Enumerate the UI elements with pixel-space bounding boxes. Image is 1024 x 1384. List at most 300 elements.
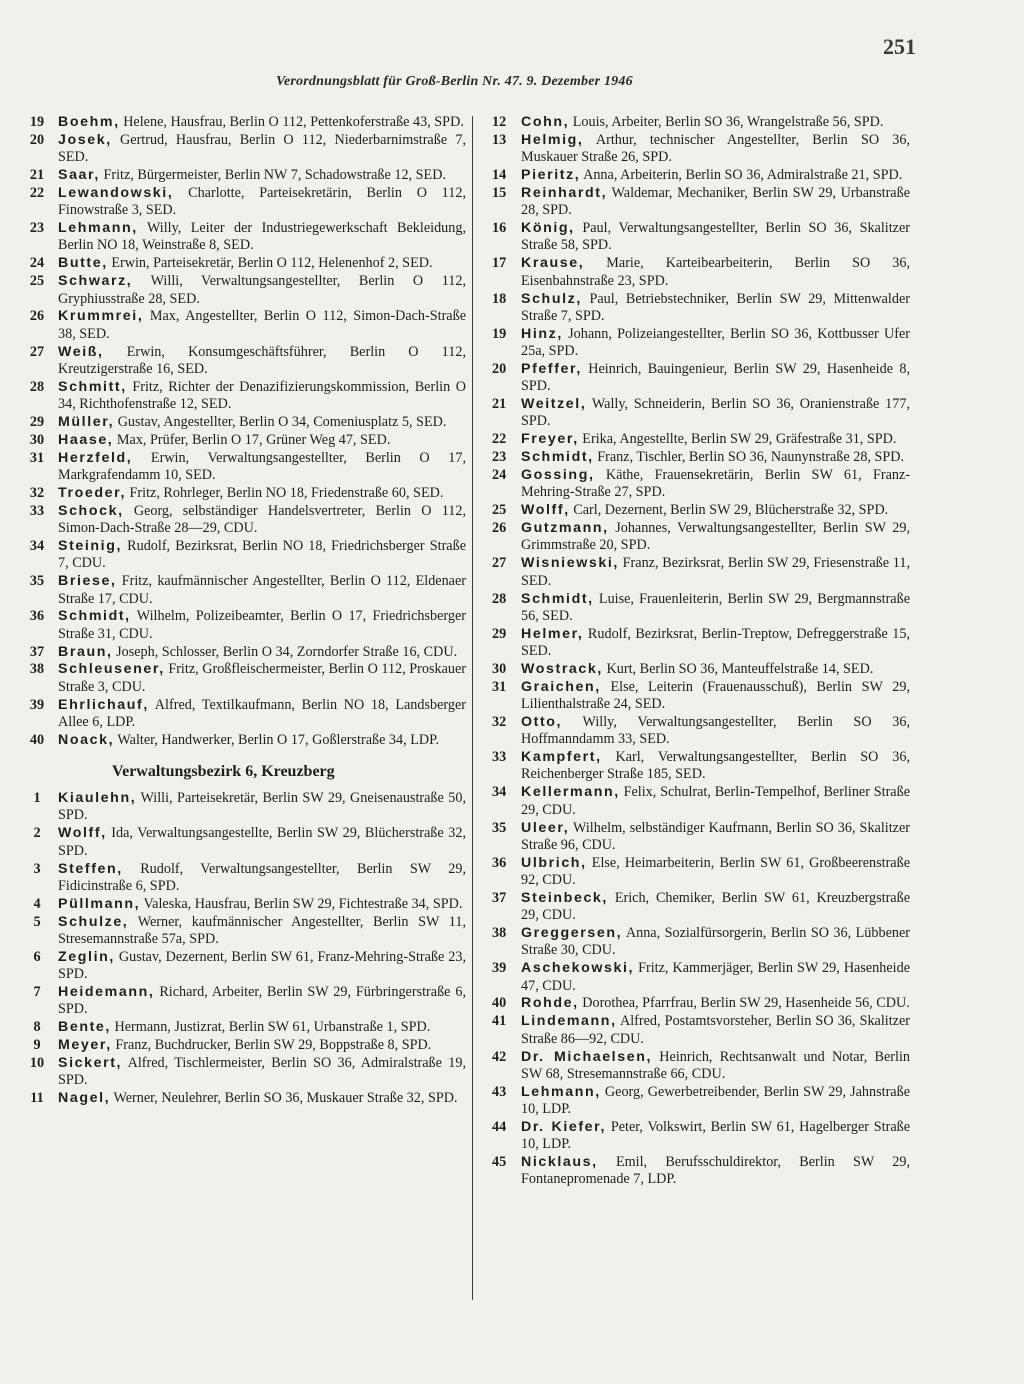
- person-details: Waldemar, Mechaniker, Berlin SW 29, Urbanstraße 28, SPD.: [521, 184, 910, 219]
- person-details: Max, Prüfer, Berlin O 17, Grüner Weg 47, SED.: [113, 431, 391, 448]
- entry-text: [521, 220, 910, 255]
- entry-number: 21: [29, 167, 45, 184]
- person-details: Hermann, Justizrat, Berlin SW 61, Urbanstraße 1, SPD.: [110, 1019, 431, 1036]
- person-name: Rohde,: [521, 995, 579, 1012]
- person-name: Aschekowski,: [521, 960, 635, 977]
- list-item: [488, 520, 910, 555]
- person-name: Uleer,: [521, 819, 570, 836]
- list-item: [16, 896, 466, 913]
- entry-number: 12: [492, 114, 507, 130]
- person-name: Steffen,: [58, 860, 123, 877]
- entry-number: 6: [33, 948, 41, 965]
- entry-number: 19: [492, 325, 507, 342]
- list-item: [16, 1019, 466, 1036]
- entry-text: [521, 449, 910, 466]
- person-details: Willy, Verwaltungsangestellter, Berlin SO 36, Hoffmanndamm 33, SED.: [521, 713, 910, 748]
- entry-text: [58, 790, 466, 825]
- person-name: Troeder,: [58, 484, 126, 501]
- entry-text: [521, 626, 910, 661]
- entry-text: [521, 890, 910, 925]
- page-number: 251: [883, 34, 916, 59]
- entry-text: [521, 1084, 910, 1119]
- entry-text: [521, 714, 910, 749]
- list-item: [16, 503, 466, 538]
- person-details: Karl, Verwaltungsangestellter, Berlin SO 36, Reichenberger Straße 185, SED.: [521, 749, 910, 783]
- list-item: [488, 255, 910, 290]
- person-details: Johannes, Verwaltungsangestellter, Berlin SW 29, Grimmstraße 20, SPD.: [521, 520, 910, 554]
- entry-number: 10: [29, 1054, 45, 1071]
- person-details: Werner, kaufmännischer Angestellter, Berlin SW 11, Stresemannstraße 57a, SPD.: [58, 913, 466, 947]
- person-details: Georg, selbständiger Handelsvertreter, Berlin O 112, Simon-Dach-Straße 28—29, CDU.: [58, 502, 466, 537]
- list-item: [488, 1154, 910, 1189]
- person-name: Butte,: [58, 255, 108, 272]
- list-item: [16, 344, 466, 379]
- person-name: Zeglin,: [58, 948, 115, 965]
- entry-text: [521, 361, 910, 396]
- entry-text: [58, 344, 466, 379]
- entry-number: 28: [492, 590, 507, 607]
- list-item: [488, 431, 910, 448]
- entry-number: 45: [492, 1154, 507, 1171]
- person-details: Dorothea, Pfarrfrau, Berlin SW 29, Hasenheide 56, CDU.: [578, 995, 910, 1012]
- entry-text: [58, 432, 466, 449]
- person-name: Heidemann,: [58, 983, 155, 1000]
- person-details: Wilhelm, Polizeibeamter, Berlin O 17, Friedrichsberger Straße 31, CDU.: [58, 608, 466, 642]
- entry-number: 4: [33, 895, 41, 912]
- person-details: Kurt, Berlin SO 36, Manteuffelstraße 14, SED.: [602, 660, 874, 677]
- column-divider: [472, 116, 473, 1300]
- running-head: Verordnungsblatt für Groß-Berlin Nr. 47. 9. Dezember 1946: [276, 74, 633, 89]
- entry-number: 5: [33, 913, 41, 930]
- list-item: [488, 890, 910, 925]
- entry-number: 34: [29, 538, 45, 555]
- list-item: [488, 960, 910, 995]
- entry-number: 39: [29, 696, 45, 713]
- entry-number: 15: [492, 184, 507, 201]
- list-item: [16, 644, 466, 661]
- list-item: [488, 1049, 910, 1084]
- list-item: [16, 732, 466, 749]
- entry-list-left-b: [16, 790, 466, 1107]
- person-name: Dr. Michaelsen,: [521, 1048, 653, 1065]
- entry-text: [58, 1019, 466, 1036]
- person-name: Kellermann,: [521, 784, 620, 801]
- entry-number: 30: [29, 431, 45, 448]
- person-name: Briese,: [58, 573, 117, 590]
- person-name: Helmer,: [521, 625, 584, 642]
- entry-text: [521, 167, 910, 184]
- entry-text: [58, 538, 466, 573]
- entry-number: 26: [29, 308, 45, 325]
- entry-text: [521, 784, 910, 819]
- person-name: Steinbeck,: [521, 889, 608, 906]
- person-name: König,: [521, 220, 575, 237]
- person-name: Gossing,: [521, 467, 595, 484]
- entry-text: [521, 396, 910, 431]
- list-item: [16, 984, 466, 1019]
- entry-text: [521, 960, 910, 995]
- person-details: Luise, Frauenleiterin, Berlin SW 29, Bergmannstraße 56, SED.: [521, 590, 910, 624]
- person-name: Dr. Kiefer,: [521, 1118, 607, 1135]
- entry-number: 33: [29, 502, 45, 519]
- list-item: [488, 820, 910, 855]
- person-name: Boehm,: [58, 114, 120, 130]
- person-details: Valeska, Hausfrau, Berlin SW 29, Fichtestraße 34, SPD.: [140, 895, 463, 912]
- entry-text: [58, 573, 466, 608]
- person-details: Erwin, Parteisekretär, Berlin O 112, Helenenhof 2, SED.: [107, 255, 433, 272]
- person-name: Ulbrich,: [521, 854, 587, 871]
- entry-number: 44: [492, 1118, 507, 1135]
- entry-number: 17: [492, 255, 507, 272]
- entry-text: [521, 185, 910, 220]
- person-details: Charlotte, Parteisekretärin, Berlin O 112, Finowstraße 3, SED.: [58, 184, 466, 219]
- person-details: Else, Leiterin (Frauenausschuß), Berlin SW 29, Lilienthalstraße 24, SED.: [521, 678, 910, 713]
- entry-text: [58, 644, 466, 661]
- entry-text: [521, 679, 910, 714]
- entry-number: 36: [492, 854, 507, 871]
- entry-text: [58, 132, 466, 167]
- person-details: Alfred, Textilkaufmann, Berlin NO 18, Landsberger Allee 6, LDP.: [58, 696, 466, 730]
- person-details: Fritz, Großfleischermeister, Berlin O 112, Proskauer Straße 3, CDU.: [58, 661, 466, 695]
- person-name: Nagel,: [58, 1090, 111, 1107]
- entry-text: [58, 485, 466, 502]
- entry-number: 36: [29, 608, 45, 625]
- list-item: [16, 379, 466, 414]
- person-name: Josek,: [58, 131, 112, 148]
- person-details: Arthur, technischer Angestellter, Berlin SO 36, Muskauer Straße 26, SPD.: [521, 131, 910, 166]
- person-details: Richard, Arbeiter, Berlin SW 29, Fürbringerstraße 6, SPD.: [58, 983, 466, 1018]
- person-name: Reinhardt,: [521, 184, 608, 201]
- person-name: Lewandowski,: [58, 184, 174, 201]
- list-item: [488, 714, 910, 749]
- person-name: Kiaulehn,: [58, 790, 137, 807]
- list-item: [16, 825, 466, 860]
- entry-number: 25: [492, 502, 507, 519]
- entry-text: [521, 502, 910, 519]
- entry-number: 3: [33, 860, 41, 877]
- person-details: Georg, Gewerbetreibender, Berlin SW 29, Jahnstraße 10, LDP.: [521, 1083, 910, 1118]
- entry-text: [58, 1055, 466, 1090]
- list-item: [488, 114, 910, 131]
- entry-text: [58, 1090, 466, 1107]
- person-name: Krause,: [521, 255, 585, 272]
- entry-number: 29: [29, 413, 45, 430]
- person-name: Schock,: [58, 502, 124, 519]
- person-details: Fritz, Bürgermeister, Berlin NW 7, Schadowstraße 12, SED.: [99, 167, 446, 184]
- list-item: [16, 861, 466, 896]
- person-name: Lehmann,: [521, 1083, 601, 1100]
- entry-number: 22: [29, 184, 45, 201]
- entry-number: 24: [492, 467, 507, 484]
- person-name: Greggersen,: [521, 925, 623, 942]
- list-item: [488, 167, 910, 184]
- entry-text: [58, 896, 466, 913]
- person-details: Paul, Betriebstechniker, Berlin SW 29, Mittenwalder Straße 7, SPD.: [521, 290, 910, 324]
- person-details: Erika, Angestellte, Berlin SW 29, Gräfestraße 31, SPD.: [578, 431, 897, 448]
- entry-number: 21: [492, 396, 507, 413]
- person-details: Max, Angestellter, Berlin O 112, Simon-Dach-Straße 38, SED.: [58, 308, 466, 342]
- person-details: Johann, Polizeiangestellter, Berlin SO 36, Kottbusser Ufer 25a, SPD.: [521, 325, 910, 360]
- entry-text: [521, 1154, 910, 1189]
- list-item: [488, 591, 910, 626]
- list-item: [16, 608, 466, 643]
- entry-number: 32: [29, 484, 45, 501]
- list-item: [16, 273, 466, 308]
- entry-number: 22: [492, 431, 507, 448]
- entry-number: 39: [492, 960, 507, 977]
- list-item: [16, 914, 466, 949]
- person-name: Cohn,: [521, 114, 570, 130]
- entry-number: 14: [492, 167, 507, 184]
- person-name: Weitzel,: [521, 396, 587, 413]
- entry-number: 31: [29, 449, 45, 466]
- entry-text: [521, 467, 910, 502]
- entry-text: [521, 855, 910, 890]
- section-heading-kreuzberg: Verwaltungsbezirk 6, Kreuzberg: [112, 763, 335, 781]
- person-name: Pieritz,: [521, 167, 581, 184]
- list-item: [488, 326, 910, 361]
- person-name: Kampfert,: [521, 749, 602, 766]
- entry-number: 18: [492, 290, 507, 307]
- entry-number: 35: [492, 819, 507, 836]
- person-details: Willy, Leiter der Industriegewerkschaft Bekleidung, Berlin NO 18, Weinstraße 8, SED.: [58, 220, 466, 254]
- entry-text: [521, 1119, 910, 1154]
- person-details: Peter, Volkswirt, Berlin SW 61, Hagelberger Straße 10, LDP.: [521, 1118, 911, 1153]
- entry-text: [58, 861, 466, 896]
- person-name: Wolff,: [58, 825, 107, 842]
- person-name: Bente,: [58, 1019, 111, 1036]
- person-details: Werner, Neulehrer, Berlin SO 36, Muskauer Straße 32, SPD.: [110, 1090, 458, 1107]
- list-item: [488, 185, 910, 220]
- entry-number: 23: [492, 449, 507, 466]
- entry-text: [58, 732, 466, 749]
- list-item: [16, 1090, 466, 1107]
- list-item: [16, 1037, 466, 1054]
- list-item: [488, 1119, 910, 1154]
- person-details: Erwin, Konsumgeschäftsführer, Berlin O 112, Kreutzigerstraße 16, SED.: [58, 343, 466, 377]
- entry-number: 27: [492, 555, 507, 572]
- entry-text: [58, 308, 466, 343]
- entry-list-left-a: [16, 114, 466, 749]
- list-item: [488, 661, 910, 678]
- left-column: [16, 114, 466, 1108]
- person-details: Marie, Karteibearbeiterin, Berlin SO 36, Eisenbahnstraße 23, SPD.: [521, 255, 910, 289]
- entry-number: 30: [492, 660, 507, 677]
- list-item: [16, 485, 466, 502]
- person-name: Schmidt,: [521, 590, 594, 607]
- entry-text: [521, 925, 910, 960]
- entry-number: 26: [492, 520, 507, 537]
- entry-text: [521, 132, 910, 167]
- person-details: Ida, Verwaltungsangestellte, Berlin SW 29, Blücherstraße 32, SPD.: [58, 825, 466, 859]
- entry-number: 1: [33, 790, 41, 807]
- person-name: Krummrei,: [58, 308, 144, 325]
- person-details: Rudolf, Verwaltungsangestellter, Berlin SW 29, Fidicinstraße 6, SPD.: [58, 860, 466, 894]
- list-item: [16, 573, 466, 608]
- person-name: Wolff,: [521, 502, 570, 519]
- entry-text: [58, 1037, 466, 1054]
- person-name: Wisniewski,: [521, 555, 619, 572]
- person-name: Herzfeld,: [58, 449, 133, 466]
- list-item: [488, 995, 910, 1012]
- person-name: Schmidt,: [521, 449, 594, 466]
- person-name: Lehmann,: [58, 220, 138, 237]
- person-details: Wilhelm, selbständiger Kaufmann, Berlin SO 36, Skalitzer Straße 96, CDU.: [521, 819, 910, 853]
- list-item: [16, 114, 466, 131]
- entry-number: 8: [33, 1019, 41, 1036]
- list-item: [488, 784, 910, 819]
- person-name: Schulze,: [58, 913, 129, 930]
- person-name: Schwarz,: [58, 273, 133, 290]
- list-item: [488, 502, 910, 519]
- person-details: Franz, Bezirksrat, Berlin SW 29, Friesenstraße 11, SED.: [521, 555, 910, 589]
- entry-text: [521, 749, 910, 784]
- person-name: Pfeffer,: [521, 360, 582, 377]
- person-details: Willi, Verwaltungsangestellter, Berlin O 112, Gryphiusstraße 28, SED.: [58, 273, 466, 307]
- list-item: [488, 855, 910, 890]
- person-name: Graichen,: [521, 678, 601, 695]
- list-item: [488, 396, 910, 431]
- entry-number: 37: [29, 643, 45, 660]
- person-details: Fritz, Richter der Denazifizierungskommission, Berlin O 34, Richthofenstraße 12, SED.: [58, 378, 466, 413]
- entry-text: [58, 450, 466, 485]
- entry-text: [58, 825, 466, 860]
- entry-text: [58, 255, 466, 272]
- entry-text: [58, 167, 466, 184]
- entry-text: [58, 220, 466, 255]
- entry-number: 27: [29, 343, 45, 360]
- entry-text: [58, 414, 466, 431]
- entry-number: 23: [29, 220, 45, 237]
- entry-number: 32: [492, 713, 507, 730]
- list-item: [488, 361, 910, 396]
- entry-text: [521, 555, 910, 590]
- list-item: [16, 432, 466, 449]
- entry-number: 19: [29, 114, 45, 130]
- list-item: [488, 679, 910, 714]
- person-details: Gustav, Dezernent, Berlin SW 61, Franz-Mehring-Straße 23, SPD.: [58, 948, 466, 983]
- entry-number: 2: [33, 825, 41, 842]
- entry-number: 25: [29, 273, 45, 290]
- person-name: Hinz,: [521, 325, 563, 342]
- person-details: Käthe, Frauensekretärin, Berlin SW 61, Franz-Mehring-Straße 27, SPD.: [521, 467, 910, 501]
- entry-text: [521, 661, 910, 678]
- entry-text: [521, 255, 910, 290]
- entry-number: 33: [492, 749, 507, 766]
- right-column: [488, 114, 910, 1189]
- list-item: [16, 414, 466, 431]
- entry-text: [521, 1013, 910, 1048]
- person-name: Sickert,: [58, 1054, 123, 1071]
- person-name: Püllmann,: [58, 895, 141, 912]
- entry-number: 28: [29, 378, 45, 395]
- person-details: Gustav, Angestellter, Berlin O 34, Comeniusplatz 5, SED.: [114, 413, 447, 430]
- entry-text: [58, 114, 466, 131]
- entry-number: 7: [33, 983, 41, 1000]
- person-details: Erich, Chemiker, Berlin SW 61, Kreuzbergstraße 29, CDU.: [521, 889, 910, 924]
- entry-text: [521, 326, 910, 361]
- entry-text: [58, 984, 466, 1019]
- entry-number: 37: [492, 889, 507, 906]
- list-item: [488, 925, 910, 960]
- person-details: Anna, Sozialfürsorgerin, Berlin SO 36, Lübbener Straße 30, CDU.: [521, 925, 910, 959]
- person-name: Otto,: [521, 713, 563, 730]
- person-details: Franz, Buchdrucker, Berlin SW 29, Boppstraße 8, SPD.: [111, 1037, 432, 1054]
- person-name: Noack,: [58, 731, 115, 748]
- person-details: Gertrud, Hausfrau, Berlin O 112, Niederbarnimstraße 7, SED.: [58, 131, 466, 166]
- entry-number: 35: [29, 573, 45, 590]
- list-item: [488, 467, 910, 502]
- person-name: Schmitt,: [58, 378, 127, 395]
- entry-text: [521, 1049, 910, 1084]
- person-details: Franz, Tischler, Berlin SO 36, Naunynstraße 28, SPD.: [593, 449, 905, 466]
- person-details: Felix, Schulrat, Berlin-Tempelhof, Berliner Straße 29, CDU.: [521, 784, 910, 818]
- person-name: Müller,: [58, 413, 115, 430]
- entry-text: [521, 291, 910, 326]
- person-name: Freyer,: [521, 431, 579, 448]
- list-item: [488, 291, 910, 326]
- list-item: [16, 450, 466, 485]
- entry-text: [58, 273, 466, 308]
- person-details: Alfred, Tischlermeister, Berlin SO 36, Admiralstraße 19, SPD.: [58, 1054, 466, 1089]
- entry-number: 40: [492, 995, 507, 1012]
- entry-number: 20: [492, 360, 507, 377]
- entry-text: [58, 661, 466, 696]
- entry-text: [58, 949, 466, 984]
- person-details: Willi, Parteisekretär, Berlin SW 29, Gneisenaustraße 50, SPD.: [58, 790, 466, 824]
- list-item: [16, 790, 466, 825]
- person-details: Walter, Handwerker, Berlin O 17, Goßlerstraße 34, LDP.: [114, 731, 439, 748]
- entry-text: [521, 591, 910, 626]
- list-item: [488, 555, 910, 590]
- person-name: Steinig,: [58, 538, 123, 555]
- entry-number: 13: [492, 131, 507, 148]
- person-name: Helmig,: [521, 131, 584, 148]
- person-name: Lindemann,: [521, 1013, 617, 1030]
- person-details: Helene, Hausfrau, Berlin O 112, Pettenkoferstraße 43, SPD.: [119, 114, 464, 130]
- person-details: Heinrich, Bauingenieur, Berlin SW 29, Hasenheide 8, SPD.: [521, 360, 910, 395]
- list-item: [16, 949, 466, 984]
- entry-text: [521, 431, 910, 448]
- list-item: [488, 220, 910, 255]
- person-name: Ehrlichauf,: [58, 696, 149, 713]
- list-item: [488, 1084, 910, 1119]
- person-name: Weiß,: [58, 343, 104, 360]
- list-item: [16, 220, 466, 255]
- entry-number: 11: [30, 1090, 44, 1107]
- entry-number: 34: [492, 784, 507, 801]
- person-name: Meyer,: [58, 1037, 112, 1054]
- list-item: [16, 185, 466, 220]
- entry-text: [58, 379, 466, 414]
- entry-number: 24: [29, 255, 45, 272]
- person-details: Rudolf, Bezirksrat, Berlin-Treptow, Defreggerstraße 15, SED.: [521, 625, 910, 659]
- entry-text: [58, 608, 466, 643]
- list-item: [16, 1055, 466, 1090]
- entry-number: 9: [33, 1037, 41, 1054]
- entry-text: [521, 114, 910, 131]
- list-item: [16, 132, 466, 167]
- entry-number: 29: [492, 625, 507, 642]
- person-name: Schulz,: [521, 290, 582, 307]
- entry-text: [58, 697, 466, 732]
- person-details: Rudolf, Bezirksrat, Berlin NO 18, Friedrichsberger Straße 7, CDU.: [58, 538, 466, 572]
- person-name: Gutzmann,: [521, 520, 609, 537]
- person-details: Wally, Schneiderin, Berlin SO 36, Oranienstraße 177, SPD.: [521, 396, 910, 430]
- entry-text: [521, 520, 910, 555]
- entry-number: 38: [492, 925, 507, 942]
- person-name: Haase,: [58, 431, 114, 448]
